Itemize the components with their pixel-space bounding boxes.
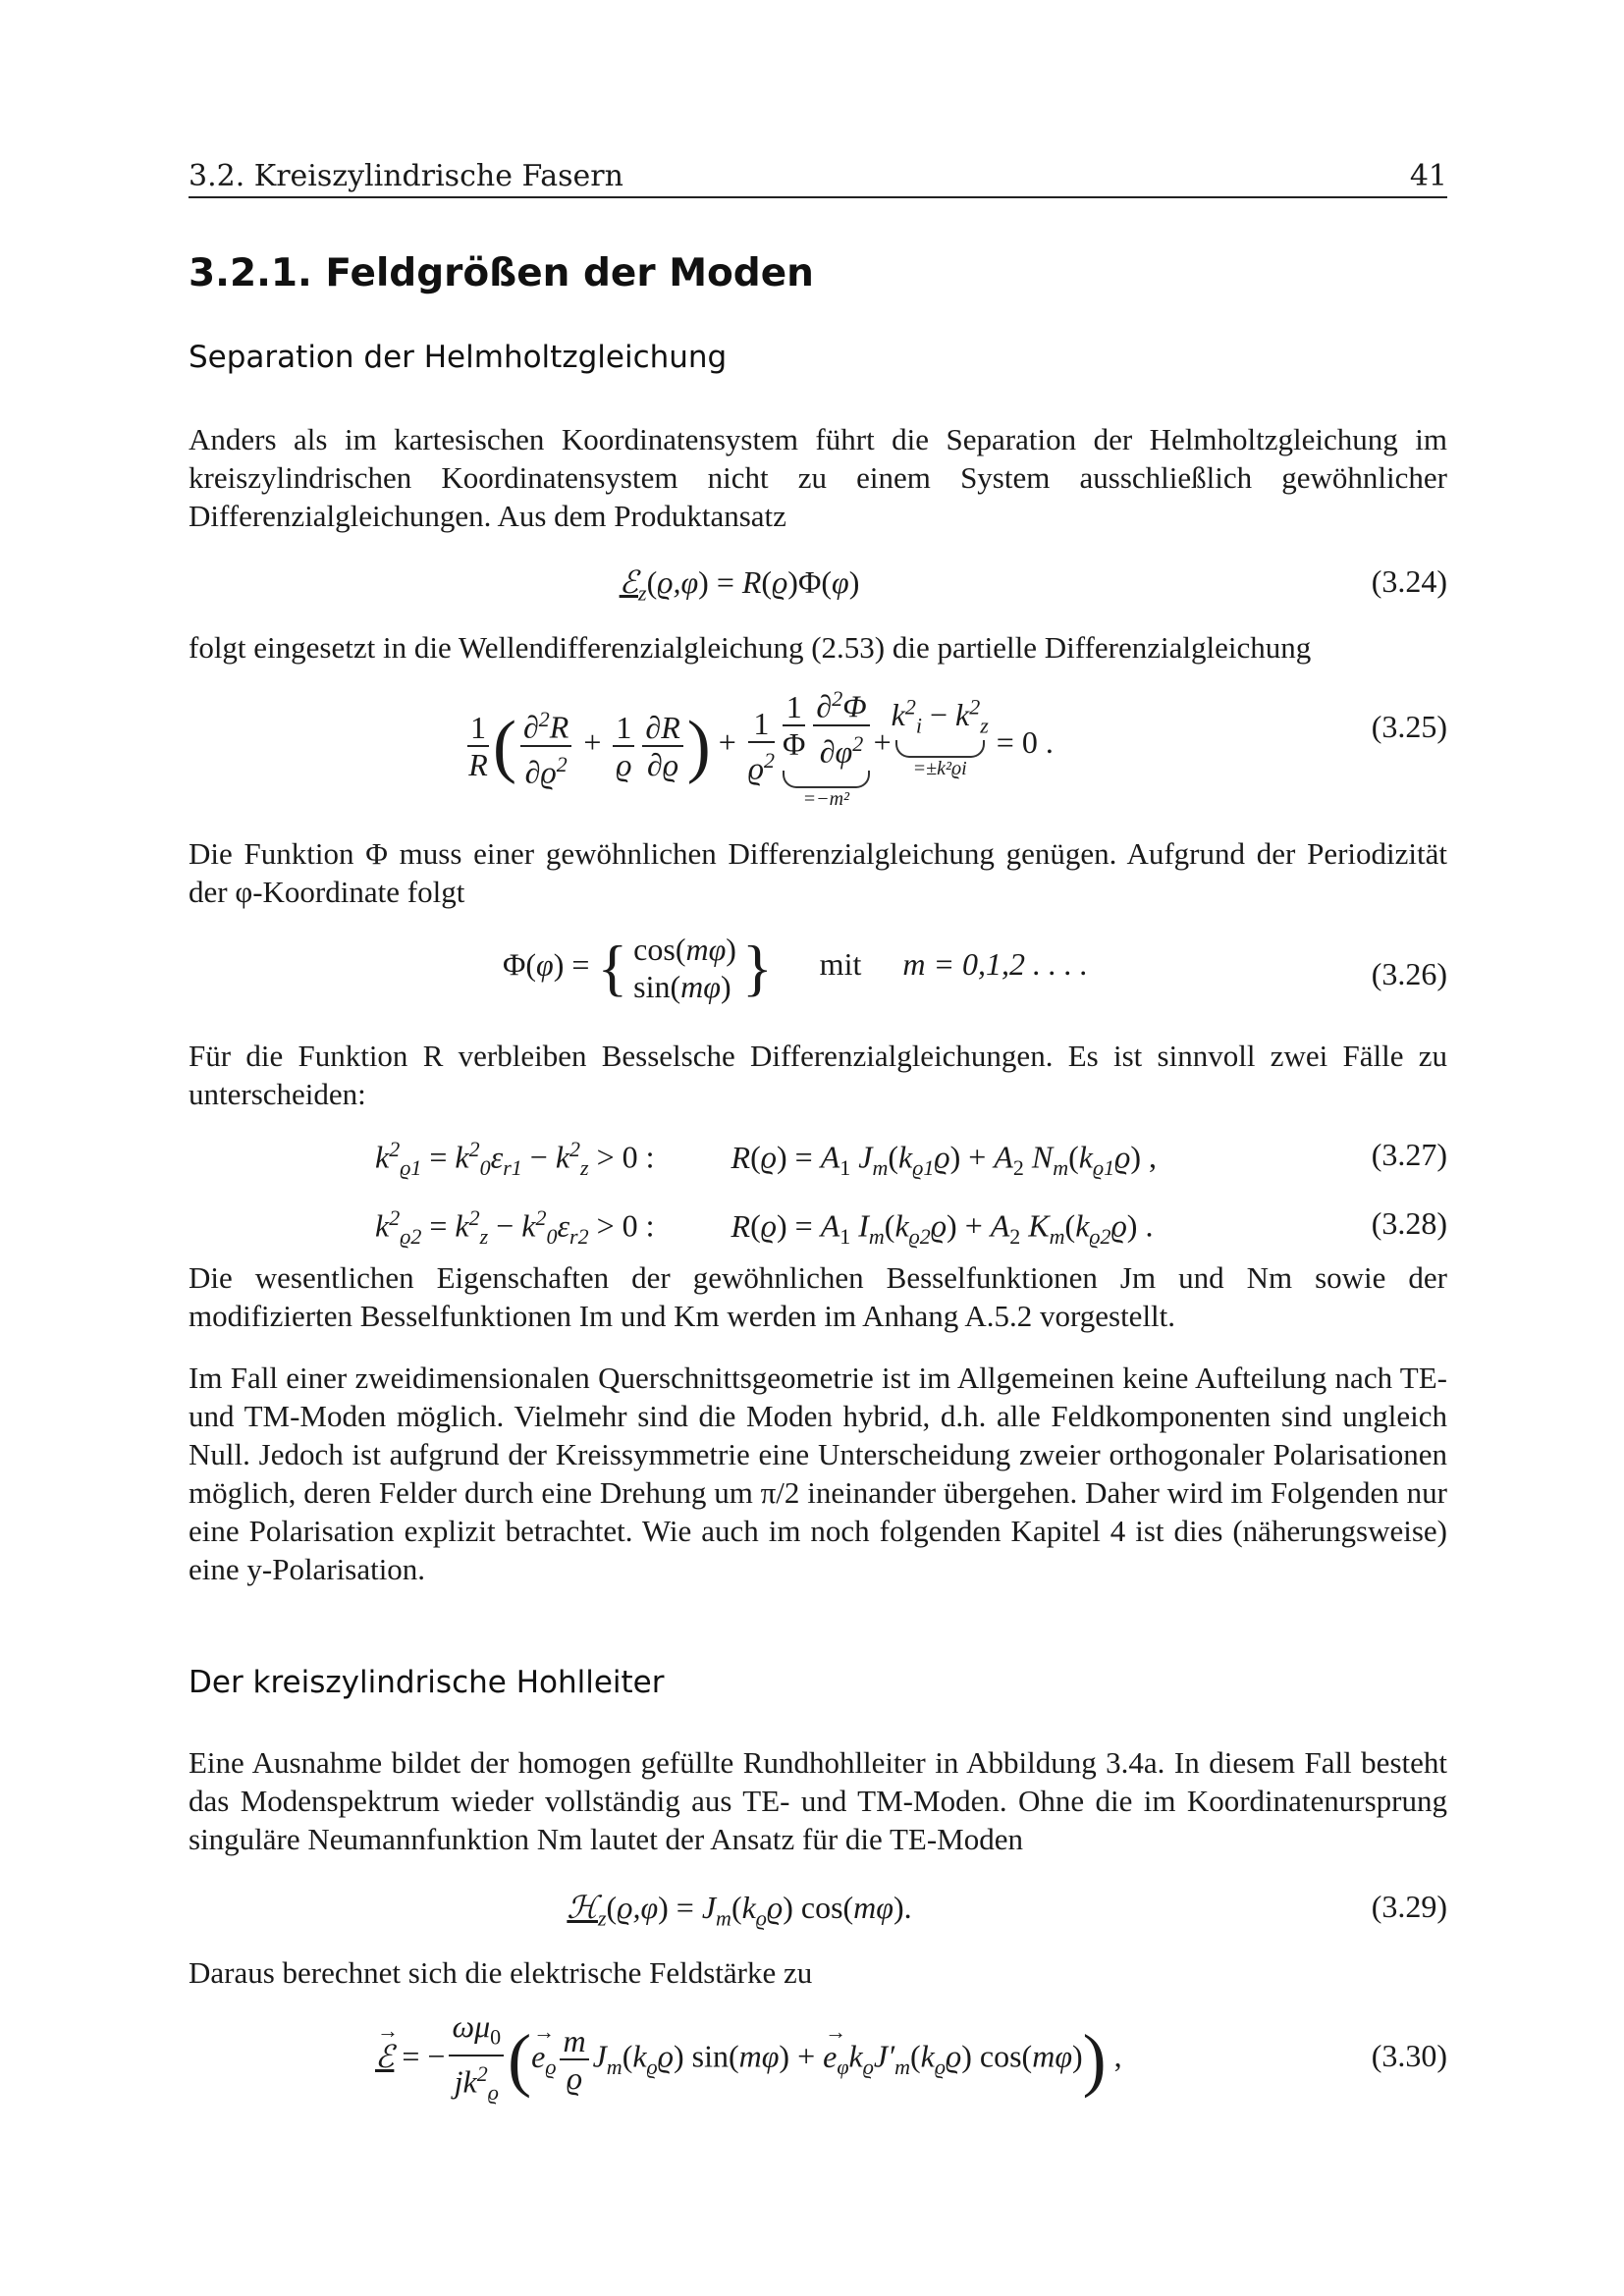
header-section: 3.2. Kreiszylindrische Fasern xyxy=(189,159,623,193)
equation-3-30-body: → ℰ = − $\frac{\omega\mu_0}{jk^2_ϱ}$ (→ $e_ϱ$ $\frac{m}{ϱ}$ $J_m(k_ϱϱ) \sin(m\varphi)$ + → $e_\varphi k_ϱJ'_m(k_ϱϱ)$ cos(mφ)) , xyxy=(375,2008,1251,2110)
equation-number: (3.28) xyxy=(1371,1205,1447,1241)
equation-number: (3.30) xyxy=(1371,2038,1447,2073)
equation-number: (3.24) xyxy=(1371,563,1447,599)
brace-note-1: =−m² xyxy=(802,788,850,811)
paragraph-6: Im Fall einer zweidimensionalen Querschnittsgeometrie ist im Allgemeinen keine Aufteilung nach TE- und TM-Moden möglich. Vielmehr sind die Moden hybrid, d.h. alle Feldkomponenten sind ungleich Null. Jedoch ist aufgrund der Kreissymmetrie eine Unterscheidung zweier orthogonaler Polarisationen möglich, deren Felder durch eine Drehung um π/2 ineinander übergehen. Daher wird im Folgenden nur eine Polarisation explizit betrachtet. Wie auch im noch folgenden Kapitel 4 ist dies (näherungsweise) eine y-Polarisation. xyxy=(189,1361,1447,1586)
subsection-hohlleiter: Der kreiszylindrische Hohlleiter xyxy=(189,1665,665,1700)
equation-3-28-body: $k^2_{ϱ2} = k^2_z - k^2_0\varepsilon_{r2} > 0$ : $R(ϱ) = A_1$ $I_m(k_{ϱ2}ϱ) + A_2$ $K_m(k_{ϱ2}ϱ)$ . xyxy=(375,1205,1154,1250)
equation-3-24 xyxy=(189,563,1447,607)
paragraph-5: Die wesentlichen Eigenschaften der gewöhnlichen Besselfunktionen Jm und Nm sowie der modifizierten Besselfunktionen Im und Km werden im Anhang A.5.2 vorgestellt. xyxy=(189,1260,1447,1333)
equation-3-30 xyxy=(189,2008,1447,2107)
equation-number: (3.25) xyxy=(1371,709,1447,744)
equation-number: (3.26) xyxy=(1371,956,1447,991)
brace-note-2: =±k²ϱi xyxy=(912,758,967,779)
equation-3-25-body: $\frac{1}{R}$ ( $\frac{\partial^2R}{\partial ϱ^2}$ + $\frac{1}{ϱ}$ $\frac{\partial R}{\partial ϱ}$ ) + $\frac{1}{ϱ^2}$ $\frac{1}{\Phi}$ $\frac{\partial^2\Phi}{\partial\varphi^2}$ =−m² $+k^2_i - k^2_z$ =±k²ϱi = 0 . xyxy=(463,681,1172,810)
paragraph-3: Die Funktion Φ muss einer gewöhnlichen Differenzialgleichung genügen. Aufgrund der Periodizität der φ-Koordinate folgt xyxy=(189,836,1447,909)
equation-3-25 xyxy=(189,681,1447,815)
paragraph-1: Anders als im kartesischen Koordinatensystem führt die Separation der Helmholtzgleichung im kreiszylindrischen Koordinatensystem nicht zu einem System ausschließlich gewöhnlicher Differenzialgleichungen. Aus dem Produktansatz xyxy=(189,422,1447,533)
equation-3-28 xyxy=(189,1205,1447,1249)
mit-word: mit xyxy=(819,946,862,983)
paragraph-7: Eine Ausnahme bildet der homogen gefüllte Rundhohlleiter in Abbildung 3.4a. In diesem Fall besteht das Modenspektrum wieder vollständig aus TE- und TM-Moden. Ohne die im Koordinatenursprung singuläre Neumannfunktion Nm lautet der Ansatz für die TE-Moden xyxy=(189,1745,1447,1856)
equation-number: (3.27) xyxy=(1371,1137,1447,1172)
equation-3-24-body: ℰ$_z$(ϱ,φ) = R(ϱ)Φ(φ) xyxy=(619,564,860,606)
equation-3-26 xyxy=(189,931,1447,1017)
equation-3-26-body: Φ(φ) = { cos(mφ) sin(mφ) } mit m = 0,1,2 . . . . xyxy=(503,932,1089,1004)
page-number: 41 xyxy=(1409,159,1447,193)
running-header xyxy=(189,157,1447,198)
paragraph-2: folgt eingesetzt in die Wellendifferenzialgleichung (2.53) die partielle Differenzialgleichung xyxy=(189,630,1312,665)
equation-3-29-body: ℋ$_z$(ϱ,φ) = $J_m(k_ϱϱ)$ cos(mφ). xyxy=(567,1890,912,1931)
equation-3-27-body: $k^2_{ϱ1} = k^2_0\varepsilon_{r1} - k^2_z > 0$ : $R(ϱ) = A_1$ $J_m(k_{ϱ1}ϱ) + A_2$ $N_m(k_{ϱ1}ϱ)$ , xyxy=(375,1137,1157,1181)
paragraph-4: Für die Funktion R verbleiben Besselsche Differenzialgleichungen. Es ist sinnvoll zwei Fälle zu unterscheiden: xyxy=(189,1039,1447,1111)
paragraph-8: Daraus berechnet sich die elektrische Feldstärke zu xyxy=(189,1955,813,1990)
equation-3-27 xyxy=(189,1137,1447,1180)
section-title: 3.2.1. Feldgrößen der Moden xyxy=(189,251,814,295)
equation-number: (3.29) xyxy=(1371,1889,1447,1924)
m-range: m = 0,1,2 . . . . xyxy=(902,946,1089,983)
equation-3-29 xyxy=(189,1889,1447,1932)
subsection-separation: Separation der Helmholtzgleichung xyxy=(189,340,728,375)
